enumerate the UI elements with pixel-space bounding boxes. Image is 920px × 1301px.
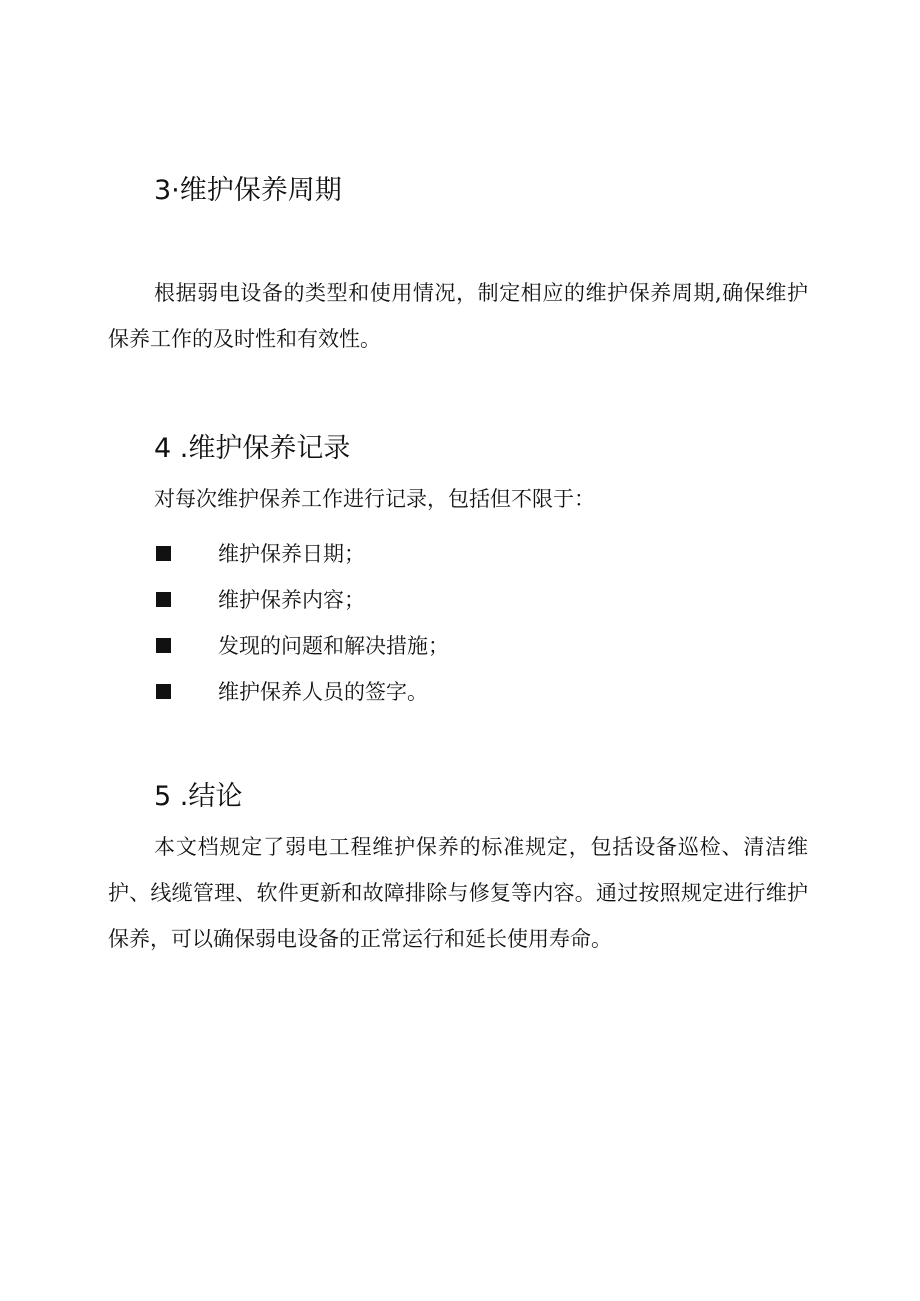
list-item-text: 发现的问题和解决措施； — [218, 634, 449, 658]
section-3-body: 根据弱电设备的类型和使用情况，制定相应的维护保养周期,确保维护保养工作的及时性和有效性。 — [108, 281, 808, 351]
square-bullet-icon — [156, 638, 171, 653]
list-item-text: 维护保养人员的签字。 — [218, 680, 428, 704]
section-5-body: 本文档规定了弱电工程维护保养的标准规定，包括设备巡检、清洁维护、线缆管理、软件更新和故障排除与修复等内容。通过按照规定进行维护保养，可以确保弱电设备的正常运行和延长使用寿命。 — [108, 835, 808, 951]
square-bullet-icon — [156, 546, 171, 561]
list-item-text: 维护保养日期； — [218, 542, 365, 566]
square-bullet-icon — [156, 592, 171, 607]
maintenance-record-list — [154, 530, 449, 714]
section-4-intro: 对每次维护保养工作进行记录，包括但不限于： — [154, 487, 595, 511]
list-item — [154, 530, 449, 576]
list-item — [154, 622, 449, 668]
square-bullet-icon — [156, 684, 171, 699]
list-item-text: 维护保养内容； — [218, 588, 365, 612]
list-item — [154, 668, 449, 714]
section-3-heading: 3·维护保养周期 — [154, 175, 342, 206]
section-4-heading: 4 .维护保养记录 — [154, 433, 351, 464]
list-item — [154, 576, 449, 622]
section-5-heading: 5 .结论 — [154, 781, 243, 812]
